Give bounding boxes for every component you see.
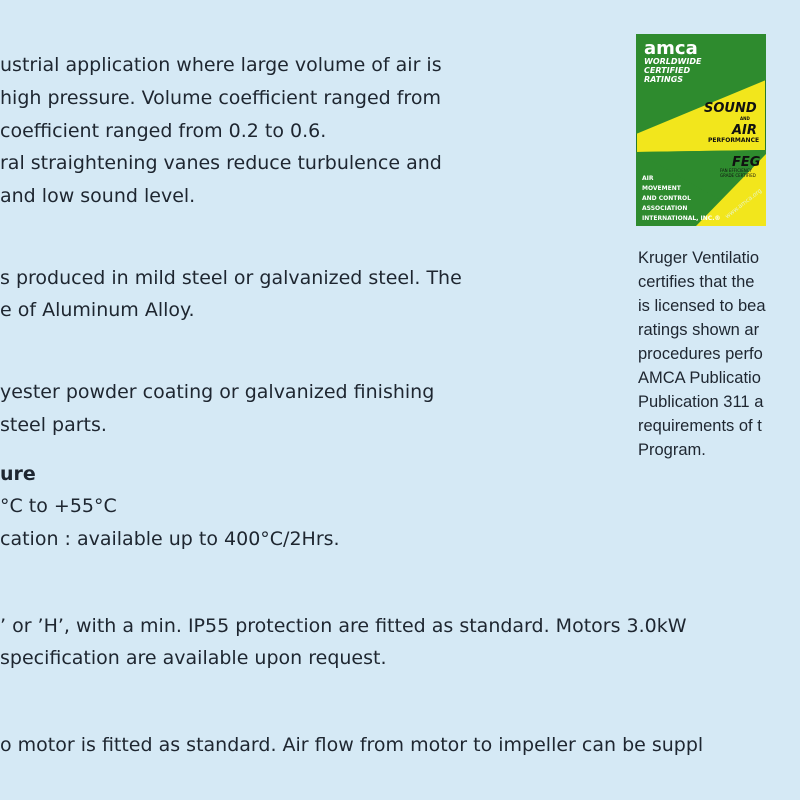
body-line: ustrial application where large volume of air is <box>0 54 442 76</box>
svg-text:AIR: AIR <box>732 123 757 138</box>
body-line: steel parts. <box>0 414 107 436</box>
body-line: yester powder coating or galvanized finishing <box>0 381 435 403</box>
cert-line: AMCA Publicatio <box>638 369 761 387</box>
body-line: specification are available upon request. <box>0 647 387 669</box>
cert-line: is licensed to bea <box>638 297 766 315</box>
svg-text:amca: amca <box>644 38 698 59</box>
svg-text:ASSOCIATION: ASSOCIATION <box>642 205 688 212</box>
svg-text:GRADE CERTIFIED: GRADE CERTIFIED <box>720 173 756 178</box>
svg-text:INTERNATIONAL, INC.®: INTERNATIONAL, INC.® <box>642 215 721 222</box>
body-line: e of Aluminum Alloy. <box>0 299 195 321</box>
svg-text:WORLDWIDE: WORLDWIDE <box>644 57 702 66</box>
cert-line: Kruger Ventilatio <box>638 249 760 267</box>
cert-line: Program. <box>638 441 706 459</box>
svg-text:FEG: FEG <box>732 155 761 170</box>
cert-line: requirements of t <box>638 417 762 435</box>
svg-text:SOUND: SOUND <box>704 101 757 116</box>
svg-text:CERTIFIED: CERTIFIED <box>644 66 691 75</box>
svg-text:PERFORMANCE: PERFORMANCE <box>708 137 760 144</box>
body-line: and low sound level. <box>0 185 196 207</box>
svg-text:www.amca.org: www.amca.org <box>724 187 764 221</box>
cert-line: ratings shown ar <box>638 321 760 339</box>
svg-text:MOVEMENT: MOVEMENT <box>642 185 681 192</box>
section-heading: ure <box>0 463 36 485</box>
svg-text:AND: AND <box>740 116 750 121</box>
body-line: ral straightening vanes reduce turbulence and <box>0 152 442 174</box>
cert-line: certifies that the <box>638 273 755 291</box>
svg-text:AND CONTROL: AND CONTROL <box>642 195 691 202</box>
svg-text:RATINGS: RATINGS <box>644 75 684 84</box>
body-line: ’ or ’H’, with a min. IP55 protection are fitted as standard. Motors 3.0kW <box>0 615 687 637</box>
cert-line: procedures perfo <box>638 345 763 363</box>
body-line: coefficient ranged from 0.2 to 0.6. <box>0 120 327 142</box>
body-line: s produced in mild steel or galvanized steel. The <box>0 267 462 289</box>
svg-text:FAN EFFICIENCY: FAN EFFICIENCY <box>720 168 752 173</box>
body-line: cation : available up to 400°C/2Hrs. <box>0 528 340 550</box>
body-line: high pressure. Volume coefficient ranged from <box>0 87 441 109</box>
svg-text:AIR: AIR <box>642 175 654 182</box>
body-line: °C to +55°C <box>0 495 117 517</box>
body-line: o motor is fitted as standard. Air flow from motor to impeller can be suppl <box>0 734 704 756</box>
cert-line: Publication 311 a <box>638 393 764 411</box>
amca-certification-seal <box>636 34 766 226</box>
